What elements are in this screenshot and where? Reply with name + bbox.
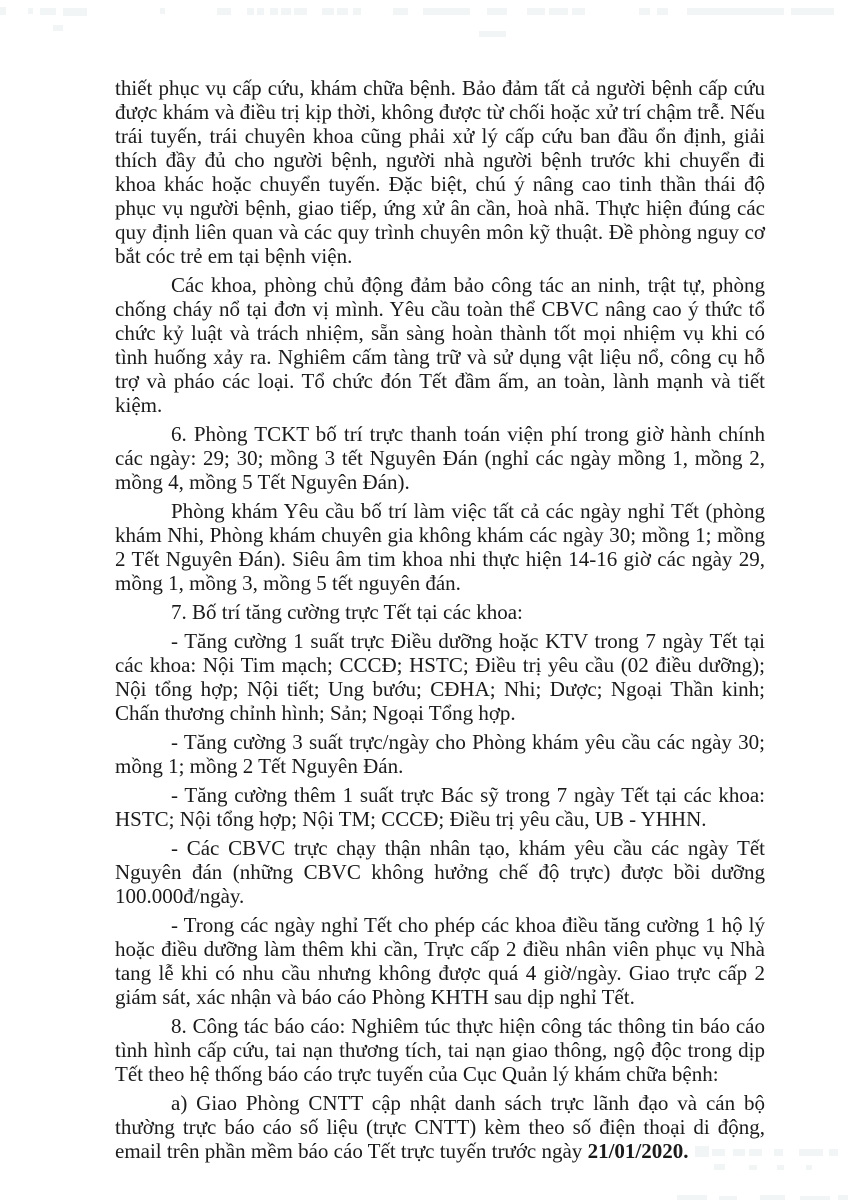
scan-artifact (806, 1165, 812, 1170)
paragraph-it-dept-update (115, 1091, 765, 1163)
scan-artifact (677, 1195, 707, 1200)
list-item-doctor-shift: - Tăng cường thêm 1 suất trực Bác sỹ trong 7 ngày Tết tại các khoa: HSTC; Nội tổng hợp; Nội TM; CCCĐ; Điều trị yêu cầu, UB - YHHN. (115, 783, 765, 831)
scan-artifact (40, 8, 56, 15)
scan-artifact (487, 8, 507, 15)
paragraph-6-tckt-payment-duty: 6. Phòng TCKT bố trí trực thanh toán viện phí trong giờ hành chính các ngày: 29; 30; mồng 3 tết Nguyên Đán (nghỉ các ngày mồng 1, mồng 2, mồng 4, mồng 5 Tết Nguyên Đán). (115, 422, 765, 494)
scan-artifact (760, 1195, 785, 1200)
scan-artifact (829, 1149, 838, 1156)
scan-artifact (294, 8, 307, 15)
scan-artifact (687, 8, 784, 15)
scan-artifact (393, 8, 408, 15)
scan-artifact (479, 31, 506, 37)
paragraph-clinic-tet-schedule: Phòng khám Yêu cầu bố trí làm việc tất cả các ngày nghỉ Tết (phòng khám Nhi, Phòng khám chuyên gia không khám các ngày 30; mồng 1; mồng 2 Tết Nguyên Đán). Siêu âm tim khoa nhi thực hiện 14-16 giờ các ngày 29, mồng 1, mồng 3, mồng 5 tết nguyên đán. (115, 499, 765, 595)
list-item-holiday-extra-staff: - Trong các ngày nghỉ Tết cho phép các khoa điều tăng cường 1 hộ lý hoặc điều dưỡng làm thêm khi cần, Trực cấp 2 điều nhân viên phục vụ Nhà tang lễ khi có nhu cầu nhưng không được quá 4 giờ/ngày. Giao trực cấp 2 giám sát, xác nhận và báo cáo Phòng KHTH sau dịp nghỉ Tết. (115, 913, 765, 1009)
scan-artifact (800, 1196, 830, 1200)
scan-artifact (63, 8, 87, 16)
scan-artifact (28, 8, 33, 14)
scan-artifact (838, 1195, 848, 1200)
list-item-clinic-3-shifts: - Tăng cường 3 suất trực/ngày cho Phòng khám yêu cầu các ngày 30; mồng 1; mồng 2 Tết Nguyên Đán. (115, 730, 765, 778)
scan-artifact (572, 8, 585, 15)
scan-artifact (247, 8, 254, 15)
paragraph-8-reporting: 8. Công tác báo cáo: Nghiêm túc thực hiện công tác thông tin báo cáo tình hình cấp cứu, tai nạn thương tích, tai nạn giao thông, ngộ độc trong dịp Tết theo hệ thống báo cáo trực tuyến của Cục Quản lý khám chữa bệnh: (115, 1014, 765, 1086)
scan-artifact (777, 1165, 784, 1170)
scan-artifact (0, 7, 6, 15)
scan-artifact (791, 8, 834, 15)
scan-artifact (337, 8, 348, 15)
paragraph-emergency-care: thiết phục vụ cấp cứu, khám chữa bệnh. Bảo đảm tất cả người bệnh cấp cứu được khám và điều trị kịp thời, không được từ chối hoặc xử trí chậm trễ. Nếu trái tuyến, trái chuyên khoa cũng phải xử lý cấp cứu ban đầu ổn định, giải thích đầy đủ cho người bệnh, người nhà người bệnh trước khi chuyển đi khoa khác hoặc chuyển tuyến. Đặc biệt, chú ý nâng cao tinh thần thái độ phục vụ người bệnh, giao tiếp, ứng xử ân cần, hoà nhã. Thực hiện đúng các quy định liên quan và các quy trình chuyên môn kỹ thuật. Đề phòng nguy cơ bắt cóc trẻ em tại bệnh viện. (115, 76, 765, 268)
scan-artifact (639, 8, 650, 15)
scan-artifact (160, 8, 165, 14)
scan-artifact (281, 8, 291, 15)
scan-artifact (423, 8, 470, 15)
scan-artifact (53, 25, 63, 31)
list-item-nursing-ktv-shift: - Tăng cường 1 suất trực Điều dưỡng hoặc KTV trong 7 ngày Tết tại các khoa: Nội Tim mạch; CCCĐ; HSTC; Điều trị yêu cầu (02 điều dưỡng); Nội tổng hợp; Nội tiết; Ung bướu; CĐHA; Nhi; Dược; Ngoại Thần kinh; Chấn thương chỉnh hình; Sản; Ngoại Tổng hợp. (115, 629, 765, 725)
deadline-date: 21/01/2020. (587, 1139, 689, 1163)
scan-artifact (322, 8, 334, 15)
scan-artifact (353, 8, 361, 15)
scan-artifact (217, 8, 231, 15)
scan-artifact (799, 1149, 823, 1156)
scan-artifact (657, 8, 668, 15)
paragraph-text: a) Giao Phòng CNTT cập nhật danh sách trực lãnh đạo và cán bộ thường trực báo cáo số liệu (trực CNTT) kèm theo số điện thoại di động, email trên phần mềm báo cáo Tết trực tuyến trước ngày (115, 1091, 765, 1163)
heading-7-tet-duty-reinforcement: 7. Bố trí tăng cường trực Tết tại các khoa: (171, 600, 523, 624)
scan-artifact (774, 1149, 783, 1156)
scan-artifact (719, 1196, 737, 1200)
scan-artifact (257, 8, 264, 15)
document-body (115, 76, 765, 1168)
paragraph-security-order: Các khoa, phòng chủ động đảm bảo công tác an ninh, trật tự, phòng chống cháy nổ tại đơn vị mình. Yêu cầu toàn thể CBVC nâng cao ý thức tổ chức kỷ luật và trách nhiệm, sẵn sàng hoàn thành tốt mọi nhiệm vụ khi có tình huống xảy ra. Nghiêm cấm tàng trữ và sử dụng vật liệu nổ, công cụ hỗ trợ và pháo các loại. Tổ chức đón Tết đầm ấm, an toàn, lành mạnh và tiết kiệm. (115, 273, 765, 417)
scan-artifact (549, 8, 568, 15)
list-item-dialysis-allowance: - Các CBVC trực chạy thận nhân tạo, khám yêu cầu các ngày Tết Nguyên đán (những CBVC không hưởng chế độ trực) được bồi dưỡng 100.000đ/ngày. (115, 836, 765, 908)
scan-artifact (527, 8, 545, 15)
scan-artifact (270, 8, 278, 15)
